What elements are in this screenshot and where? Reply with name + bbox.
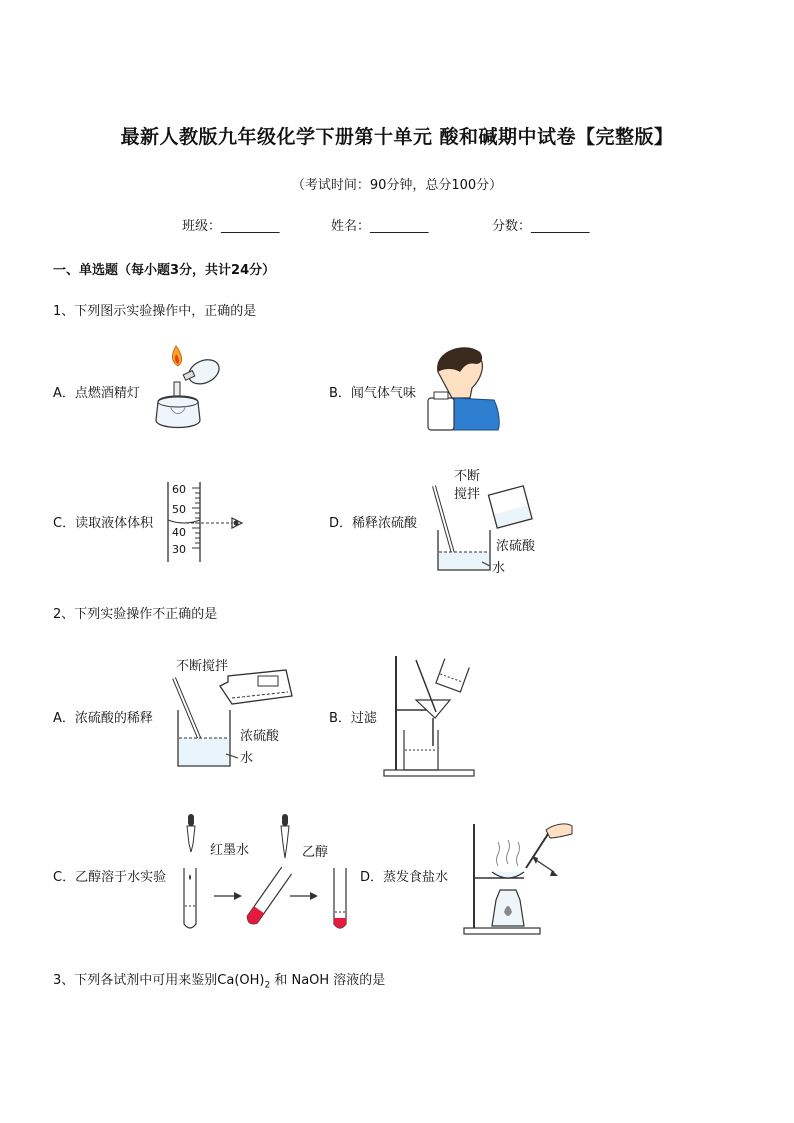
alcohol-lamp-lighting-figure xyxy=(148,342,243,437)
q3-stem-pre: 3、下列各试剂中可用来鉴别Ca(OH) xyxy=(53,973,265,988)
q1-option-a[interactable]: A．点燃酒精灯 xyxy=(53,386,140,401)
label-stir-2: 搅拌 xyxy=(454,487,481,502)
label-acid: 浓硫酸 xyxy=(240,729,280,744)
filtration-figure xyxy=(382,652,478,778)
q3-stem-post: 和 NaOH 溶液的是 xyxy=(270,973,386,988)
question-1-stem: 1、下列图示实验操作中，正确的是 xyxy=(53,304,257,319)
label-ink: 红墨水 xyxy=(210,843,250,858)
exam-info: （考试时间：90分钟，总分100分） xyxy=(291,178,503,193)
question-2-stem: 2、下列实验操作不正确的是 xyxy=(53,607,218,622)
tick-50: 50 xyxy=(172,503,186,516)
label-ethanol: 乙醇 xyxy=(302,845,329,860)
label-stir-1: 不断 xyxy=(454,469,481,484)
dilute-acid-figure-1 xyxy=(430,466,550,578)
q2-option-b[interactable]: B．过滤 xyxy=(329,711,377,726)
q2-option-c[interactable]: C．乙醇溶于水实验 xyxy=(53,870,167,885)
smelling-gas-figure xyxy=(424,342,504,434)
q1-option-d[interactable]: D．稀释浓硫酸 xyxy=(329,516,418,531)
q1-option-c[interactable]: C．读取液体体积 xyxy=(53,516,154,531)
label-water: 水 xyxy=(492,561,506,576)
label-water: 水 xyxy=(240,751,254,766)
label-stir: 不断搅拌 xyxy=(176,659,229,674)
name-field[interactable]: 姓名：_________ xyxy=(331,219,429,234)
label-acid: 浓硫酸 xyxy=(496,539,536,554)
section-heading: 一、单选题（每小题3分，共计24分） xyxy=(53,263,276,278)
page-title: 最新人教版九年级化学下册第十单元 酸和碱期中试卷【完整版】 xyxy=(120,126,674,148)
score-field[interactable]: 分数：_________ xyxy=(492,219,590,234)
dilute-acid-figure-2 xyxy=(166,656,302,772)
class-field[interactable]: 班级：_________ xyxy=(182,219,280,234)
ethanol-dissolve-figure xyxy=(176,812,368,936)
tick-60: 60 xyxy=(172,483,186,496)
q2-option-a[interactable]: A．浓硫酸的稀释 xyxy=(53,711,153,726)
tick-40: 40 xyxy=(172,526,186,539)
q2-option-d[interactable]: D．蒸发食盐水 xyxy=(360,870,449,885)
q1-option-b[interactable]: B．闻气体气味 xyxy=(329,386,416,401)
question-3-stem xyxy=(53,969,385,991)
tick-30: 30 xyxy=(172,543,186,556)
evaporation-figure xyxy=(462,820,574,936)
q3-subscript: 2 xyxy=(264,980,271,991)
graduated-cylinder-figure xyxy=(166,480,248,564)
